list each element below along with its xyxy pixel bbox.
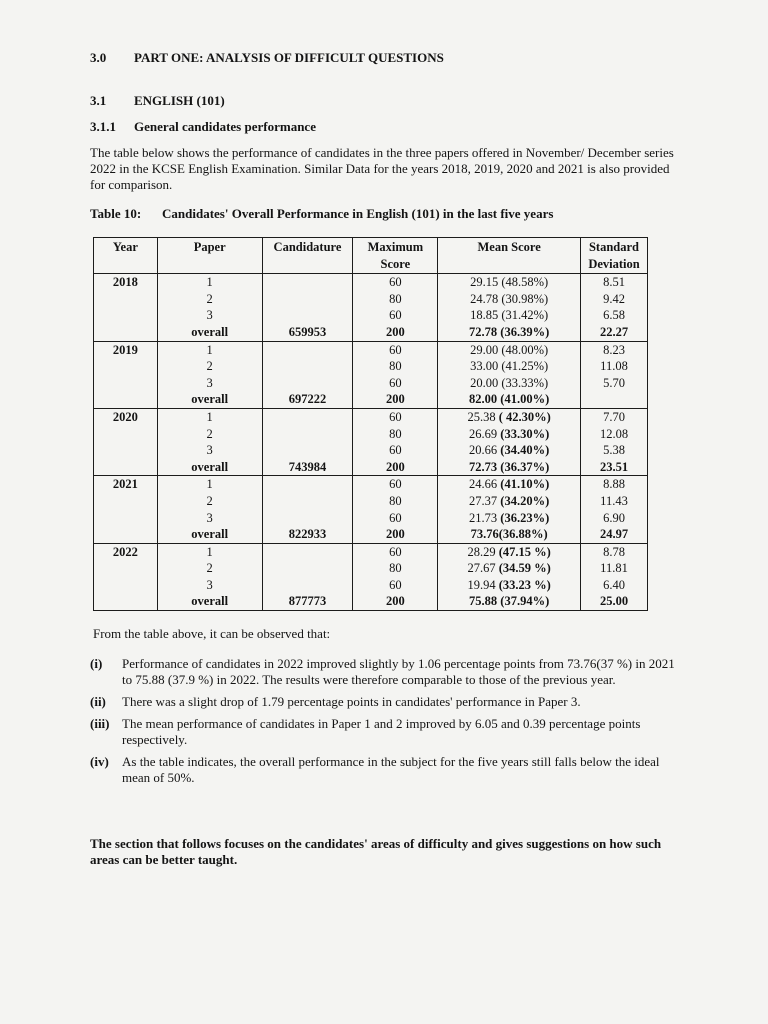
- cell-candidature: [262, 274, 353, 341]
- mean-score-part: 29.15 (48.58%): [470, 275, 549, 290]
- cell-standard-deviation: [581, 543, 648, 610]
- blank-line: [265, 274, 351, 291]
- year-value: 2020: [112, 409, 138, 424]
- mean-score-value: [440, 324, 578, 341]
- cell-maximum-score: [353, 476, 438, 543]
- table-row: [94, 476, 648, 543]
- blank-line: [265, 307, 351, 324]
- list-item-text: The mean performance of candidates in Paper 1 and 2 improved by 6.05 and 0.39 percentage points respectively.: [122, 716, 641, 747]
- maximum-score-value: 80: [389, 561, 402, 576]
- mean-score-part: 72.73 (36.37%): [469, 459, 550, 474]
- cell-year: [94, 274, 158, 341]
- blank-line: [265, 291, 351, 308]
- intro-paragraph: The table below shows the performance of candidates in the three papers offered in November/ December series 2022 in the KCSE English Examination. Similar Data for the years 2018, 2019, 2020 and 2021 is also provided for comparison.: [90, 145, 674, 192]
- blank-line: [265, 493, 351, 510]
- mean-score-part: 29.00 (48.00%): [470, 342, 549, 357]
- header-standard-deviation-line-2: Deviation: [588, 256, 640, 271]
- heading-text: ENGLISH (101): [134, 93, 225, 108]
- mean-score-value: [440, 593, 578, 610]
- mean-score-part: (47.15 %): [498, 544, 551, 559]
- candidature-value: 822933: [288, 527, 327, 542]
- standard-deviation-value: 5.70: [603, 375, 625, 390]
- list-item-marker: (i): [90, 656, 103, 671]
- standard-deviation-value: 6.58: [603, 308, 625, 323]
- maximum-score-value: 80: [389, 493, 402, 508]
- table-row: [94, 274, 648, 341]
- mean-score-part: (33.23 %): [498, 577, 551, 592]
- cell-maximum-score: [353, 274, 438, 341]
- mean-score-part: 82.00 (41.00%): [469, 392, 550, 407]
- maximum-score-value: 200: [385, 459, 405, 474]
- blank-line: [265, 442, 351, 459]
- cell-standard-deviation: [581, 274, 648, 341]
- mean-score-part: 27.67: [467, 561, 499, 576]
- mean-score-value: [440, 544, 578, 561]
- cell-paper: [157, 476, 262, 543]
- mean-score-part: 25.38: [467, 409, 499, 424]
- table-row: [94, 543, 648, 610]
- blank-line: [265, 560, 351, 577]
- mean-score-part: ( 42.30%): [498, 409, 551, 424]
- year-value: 2022: [112, 544, 138, 559]
- cell-paper: [157, 341, 262, 408]
- cell-year: [94, 341, 158, 408]
- maximum-score-value: 80: [389, 359, 402, 374]
- standard-deviation-value: 5.38: [603, 443, 625, 458]
- standard-deviation-value: 11.81: [600, 561, 628, 576]
- maximum-score-value: 60: [389, 510, 402, 525]
- paper-value: overall: [191, 594, 229, 609]
- blank-line: [265, 375, 351, 392]
- header-year: Year: [94, 238, 158, 274]
- mean-score-value: [440, 442, 578, 459]
- table-row: [94, 341, 648, 408]
- mean-score-part: (41.10%): [500, 477, 550, 492]
- mean-score-value: [440, 526, 578, 543]
- cell-year: [94, 408, 158, 475]
- mean-score-part: 24.66: [469, 477, 501, 492]
- mean-score-part: 73.76(36.88%): [470, 527, 548, 542]
- maximum-score-value: 60: [389, 409, 402, 424]
- cell-candidature: [262, 408, 353, 475]
- standard-deviation-value: 11.43: [600, 493, 628, 508]
- cell-standard-deviation: [581, 408, 648, 475]
- standard-deviation-value: 24.97: [599, 527, 629, 542]
- cell-mean-score: [438, 543, 581, 610]
- paper-value: overall: [191, 324, 229, 339]
- mean-score-value: [440, 307, 578, 324]
- header-maximum-score: [353, 238, 438, 274]
- paper-value: overall: [191, 527, 229, 542]
- maximum-score-value: 200: [385, 324, 405, 339]
- mean-score-part: 33.00 (41.25%): [470, 359, 549, 374]
- heading-text: General candidates performance: [134, 119, 316, 134]
- cell-candidature: [262, 543, 353, 610]
- table-header-row: [94, 238, 648, 274]
- standard-deviation-value: 6.40: [603, 577, 625, 592]
- cell-standard-deviation: [581, 476, 648, 543]
- list-item: [90, 694, 680, 710]
- table-caption-text: Candidates' Overall Performance in English (101) in the last five years: [162, 206, 554, 221]
- standard-deviation-value: 7.70: [603, 409, 625, 424]
- paper-value: overall: [191, 392, 229, 407]
- standard-deviation-value: 12.08: [599, 426, 629, 441]
- header-paper: Paper: [157, 238, 262, 274]
- table-row: [94, 408, 648, 475]
- header-maximum-score-line-1: Maximum: [367, 240, 424, 254]
- maximum-score-value: 60: [389, 308, 402, 323]
- blank-line: [265, 476, 351, 493]
- maximum-score-value: 60: [389, 477, 402, 492]
- blank-line: [265, 510, 351, 527]
- blank-line: [265, 409, 351, 426]
- list-item-marker: (iii): [90, 716, 110, 731]
- paper-value: overall: [191, 459, 229, 474]
- paper-value: 1: [206, 275, 213, 290]
- mean-score-part: (34.20%): [500, 493, 550, 508]
- mean-score-value: [440, 577, 578, 594]
- standard-deviation-value: 23.51: [599, 459, 629, 474]
- list-item: [90, 716, 680, 748]
- table-body: [94, 274, 648, 611]
- mean-score-value: [440, 426, 578, 443]
- standard-deviation-value: 8.51: [603, 275, 625, 290]
- header-candidature: Candidature: [262, 238, 353, 274]
- maximum-score-value: 60: [389, 544, 402, 559]
- mean-score-part: 18.85 (31.42%): [470, 308, 549, 323]
- maximum-score-value: 200: [385, 392, 405, 407]
- mean-score-value: [440, 560, 578, 577]
- paper-value: 1: [206, 342, 213, 357]
- standard-deviation-value: 25.00: [599, 594, 629, 609]
- mean-score-part: 19.94: [467, 577, 499, 592]
- standard-deviation-value: 11.08: [600, 359, 628, 374]
- cell-paper: [157, 274, 262, 341]
- cell-paper: [157, 408, 262, 475]
- blank-line: [265, 342, 351, 359]
- cell-standard-deviation: [581, 341, 648, 408]
- maximum-score-value: 80: [389, 291, 402, 306]
- cell-maximum-score: [353, 543, 438, 610]
- blank-line: [265, 544, 351, 561]
- header-mean-score: Mean Score: [438, 238, 581, 274]
- list-item-text: As the table indicates, the overall performance in the subject for the five years still falls below the ideal mean of 50%.: [122, 754, 660, 785]
- paper-value: 1: [206, 409, 213, 424]
- paper-value: 3: [206, 577, 213, 592]
- mean-score-part: (34.59 %): [498, 561, 551, 576]
- list-item: [90, 754, 680, 786]
- maximum-score-value: 60: [389, 443, 402, 458]
- mean-score-value: [440, 493, 578, 510]
- list-item-text: There was a slight drop of 1.79 percentage points in candidates' performance in Paper 3.: [122, 694, 581, 709]
- mean-score-part: 20.66: [469, 443, 501, 458]
- cell-mean-score: [438, 341, 581, 408]
- cell-paper: [157, 543, 262, 610]
- maximum-score-value: 80: [389, 426, 402, 441]
- mean-score-part: (34.40%): [500, 443, 550, 458]
- mean-score-part: 75.88 (37.94%): [469, 594, 550, 609]
- paper-value: 3: [206, 308, 213, 323]
- maximum-score-value: 200: [385, 527, 405, 542]
- list-item-text: Performance of candidates in 2022 improved slightly by 1.06 percentage points from 73.76(37 %) in 2021 to 75.88 (37.9 %) in 2022. The results were therefore comparable to those of the previous year.: [122, 656, 675, 687]
- standard-deviation-value: 8.23: [603, 342, 625, 357]
- mean-score-part: 21.73: [469, 510, 501, 525]
- paper-value: 2: [206, 291, 213, 306]
- paper-value: 2: [206, 426, 213, 441]
- blank-line: [265, 577, 351, 594]
- paper-value: 1: [206, 544, 213, 559]
- header-standard-deviation-line-1: Standard: [588, 240, 640, 254]
- observation-list: [90, 656, 680, 792]
- mean-score-part: 72.78 (36.39%): [469, 324, 550, 339]
- heading-number: 3.0: [90, 50, 107, 65]
- standard-deviation-value: 8.88: [603, 477, 625, 492]
- mean-score-value: [440, 358, 578, 375]
- paper-value: 2: [206, 359, 213, 374]
- maximum-score-value: 60: [389, 577, 402, 592]
- candidature-value: 697222: [288, 392, 327, 407]
- maximum-score-value: 60: [389, 375, 402, 390]
- heading-text: PART ONE: ANALYSIS OF DIFFICULT QUESTIONS: [134, 50, 444, 65]
- mean-score-part: (33.30%): [500, 426, 550, 441]
- mean-score-part: 20.00 (33.33%): [470, 375, 549, 390]
- mean-score-part: 28.29: [467, 544, 499, 559]
- cell-year: [94, 476, 158, 543]
- mean-score-part: 26.69: [469, 426, 501, 441]
- blank-line: [265, 426, 351, 443]
- heading-general-performance: [90, 119, 316, 135]
- heading-number: 3.1.1: [90, 119, 116, 134]
- heading-part-one: [90, 50, 444, 66]
- heading-number: 3.1: [90, 93, 107, 108]
- mean-score-value: [440, 291, 578, 308]
- mean-score-part: 27.37: [469, 493, 501, 508]
- cell-mean-score: [438, 476, 581, 543]
- maximum-score-value: 60: [389, 342, 402, 357]
- mean-score-value: [440, 274, 578, 291]
- cell-mean-score: [438, 408, 581, 475]
- cell-year: [94, 543, 158, 610]
- mean-score-value: [440, 476, 578, 493]
- list-item-marker: (ii): [90, 694, 106, 709]
- candidature-value: 743984: [288, 459, 327, 474]
- standard-deviation-value: 22.27: [599, 324, 629, 339]
- standard-deviation-value: [583, 391, 645, 408]
- maximum-score-value: 60: [389, 275, 402, 290]
- table-caption: [90, 206, 553, 222]
- standard-deviation-value: 8.78: [603, 544, 625, 559]
- paper-value: 3: [206, 510, 213, 525]
- year-value: 2019: [112, 342, 138, 357]
- candidature-value: 877773: [288, 594, 327, 609]
- paper-value: 2: [206, 493, 213, 508]
- table-caption-label: Table 10:: [90, 206, 142, 221]
- observation-intro: From the table above, it can be observed that:: [93, 626, 331, 641]
- mean-score-value: [440, 409, 578, 426]
- paper-value: 3: [206, 443, 213, 458]
- paper-value: 3: [206, 375, 213, 390]
- mean-score-value: [440, 510, 578, 527]
- mean-score-value: [440, 459, 578, 476]
- closing-paragraph: The section that follows focuses on the candidates' areas of difficulty and gives suggestions on how such areas can be better taught.: [90, 836, 662, 867]
- paper-value: 1: [206, 477, 213, 492]
- blank-line: [265, 358, 351, 375]
- cell-candidature: [262, 476, 353, 543]
- standard-deviation-value: 6.90: [603, 510, 625, 525]
- mean-score-part: (36.23%): [500, 510, 550, 525]
- candidature-value: 659953: [288, 324, 327, 339]
- header-maximum-score-line-2: Score: [380, 256, 411, 271]
- heading-english: [90, 93, 225, 109]
- mean-score-value: [440, 375, 578, 392]
- standard-deviation-value: 9.42: [603, 291, 625, 306]
- mean-score-value: [440, 342, 578, 359]
- cell-maximum-score: [353, 341, 438, 408]
- performance-table: [93, 237, 648, 611]
- mean-score-value: [440, 391, 578, 408]
- year-value: 2021: [112, 477, 138, 492]
- mean-score-part: 24.78 (30.98%): [470, 291, 549, 306]
- cell-mean-score: [438, 274, 581, 341]
- paper-value: 2: [206, 561, 213, 576]
- cell-candidature: [262, 341, 353, 408]
- list-item: [90, 656, 680, 688]
- maximum-score-value: 200: [385, 594, 405, 609]
- cell-maximum-score: [353, 408, 438, 475]
- list-item-marker: (iv): [90, 754, 109, 769]
- year-value: 2018: [112, 275, 138, 290]
- header-standard-deviation: [581, 238, 648, 274]
